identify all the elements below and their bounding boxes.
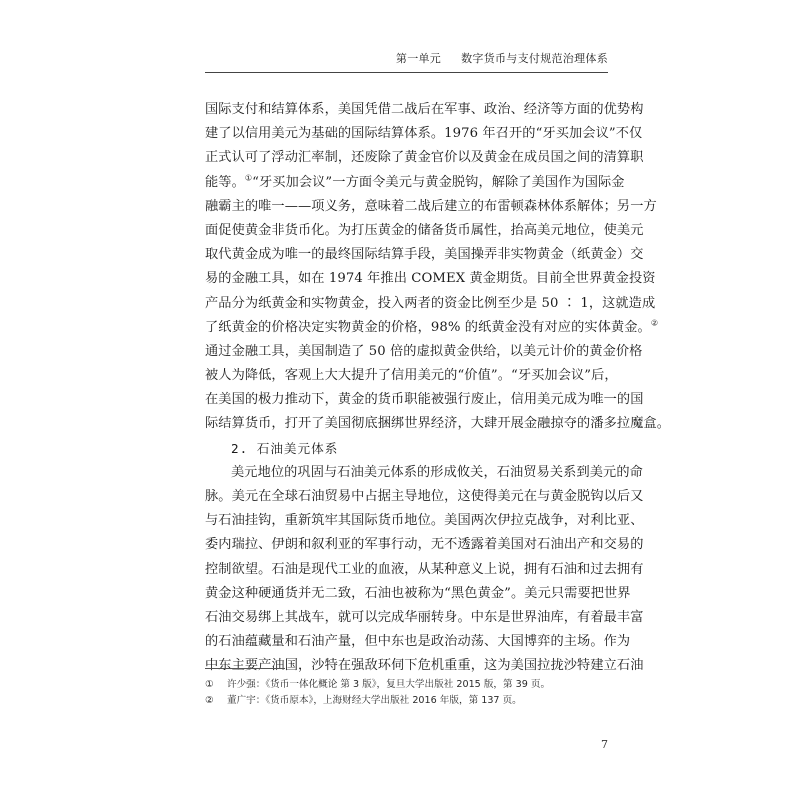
footnote-ref-2[interactable]: ② bbox=[650, 318, 659, 328]
footnote-mark: ① bbox=[205, 679, 214, 690]
footnote-rule bbox=[205, 668, 285, 669]
footnotes bbox=[205, 677, 608, 708]
footnote-ref-1[interactable]: ① bbox=[244, 173, 253, 183]
header-rule bbox=[205, 72, 608, 73]
text-line: 面促使黄金非货币化。为打压黄金的储备货币属性，抬高美元地位，使美元 bbox=[205, 222, 644, 238]
text-line: 产品分为纸黄金和实物黄金，投入两者的资金比例至少是 50 ∶ 1，这就造成 bbox=[205, 295, 656, 311]
text-line: 易的金融工具，如在 1974 年推出 COMEX 黄金期货。目前全世界黄金投资 bbox=[205, 271, 656, 287]
footnote-mark: ② bbox=[205, 694, 214, 706]
text-line: 脉。美元在全球石油贸易中占据主导地位，这使得美元在与黄金脱钩以后又 bbox=[205, 489, 644, 504]
header-title: 数字货币与支付规范治理体系 bbox=[461, 52, 608, 65]
text-line: 的石油蕴藏量和石油产量，但中东也是政治动荡、大国博弈的主场。作为 bbox=[205, 634, 631, 650]
text-line: 被人为降低，客观上大大提升了信用美元的“价值”。“牙买加会议”后， bbox=[205, 368, 618, 384]
text-line: 与石油挂钩，重新筑牢其国际货币地位。美国两次伊拉克战争，对利比亚、 bbox=[205, 513, 644, 529]
text-line: 控制欲望。石油是现代工业的血液，从某种意义上说，拥有石油和过去拥有 bbox=[205, 561, 644, 577]
text-line: 际结算货币，打开了美国彻底捆绑世界经济，大肆开展金融掠夺的潘多拉魔盒。 bbox=[205, 416, 671, 432]
text-segment: “牙买加会议”一方面令美元与黄金脱钩，解除了美国作为国际金 bbox=[252, 174, 625, 190]
running-header bbox=[205, 50, 608, 66]
header-unit: 第一单元 bbox=[395, 52, 442, 65]
footnote-text: 董广宇：《货币原本》，上海财经大学出版社 2016 年版，第 137 页。 bbox=[227, 694, 522, 706]
text-line: 融霸主的唯一——项义务，意味着二战后建立的布雷顿森林体系解体；另一方 bbox=[205, 198, 657, 214]
footnote-2 bbox=[205, 693, 608, 709]
text-segment: 了纸黄金的价格决定实物黄金的价格，98% 的纸黄金没有对应的实体黄金。 bbox=[205, 319, 651, 335]
text-line: 国际支付和结算体系，美国凭借二战后在军事、政治、经济等方面的优势构 bbox=[205, 102, 644, 117]
text-line: 中东主要产油国，沙特在强敌环伺下危机重重，这为美国拉拢沙特建立石油 bbox=[205, 658, 644, 674]
page-number: 7 bbox=[601, 738, 608, 751]
section-heading: 2. 石油美元体系 bbox=[231, 440, 339, 456]
text-line: 美元地位的巩固与石油美元体系的形成攸关，石油贸易关系到美元的命 bbox=[231, 464, 643, 480]
text-line: 正式认可了浮动汇率制，还废除了黄金官价以及黄金在成员国之间的清算职 bbox=[205, 150, 644, 166]
text-segment: 能等。 bbox=[205, 174, 245, 190]
text-line: 取代黄金成为唯一的最终国际结算手段，美国操弄非实物黄金（纸黄金）交 bbox=[205, 247, 644, 263]
footnote-1 bbox=[205, 677, 608, 693]
text-line: 在美国的极力推动下，黄金的货币职能被强行废止，信用美元成为唯一的国 bbox=[205, 392, 644, 408]
text-line: 委内瑞拉、伊朗和叙利亚的军事行动，无不透露着美国对石油出产和交易的 bbox=[205, 537, 644, 553]
text-line bbox=[205, 171, 625, 195]
text-line: 黄金这种硬通货并无二致，石油也被称为“黑色黄金”。美元只需要把世界 bbox=[205, 585, 631, 601]
text-line bbox=[205, 316, 659, 340]
body-text bbox=[205, 98, 671, 679]
text-line: 通过金融工具，美国制造了 50 倍的虚拟黄金供给，以美元计价的黄金价格 bbox=[205, 343, 643, 359]
text-line: 石油交易绑上其战车，就可以完成华丽转身。中东是世界油库，有着最丰富 bbox=[205, 609, 644, 625]
text-line: 建了以信用美元为基础的国际结算体系。1976 年召开的“牙买加会议”不仅 bbox=[205, 126, 643, 142]
footnote-text: 许少强：《货币一体化概论 第 3 版》，复旦大学出版社 2015 版，第 39 页。 bbox=[227, 679, 551, 690]
